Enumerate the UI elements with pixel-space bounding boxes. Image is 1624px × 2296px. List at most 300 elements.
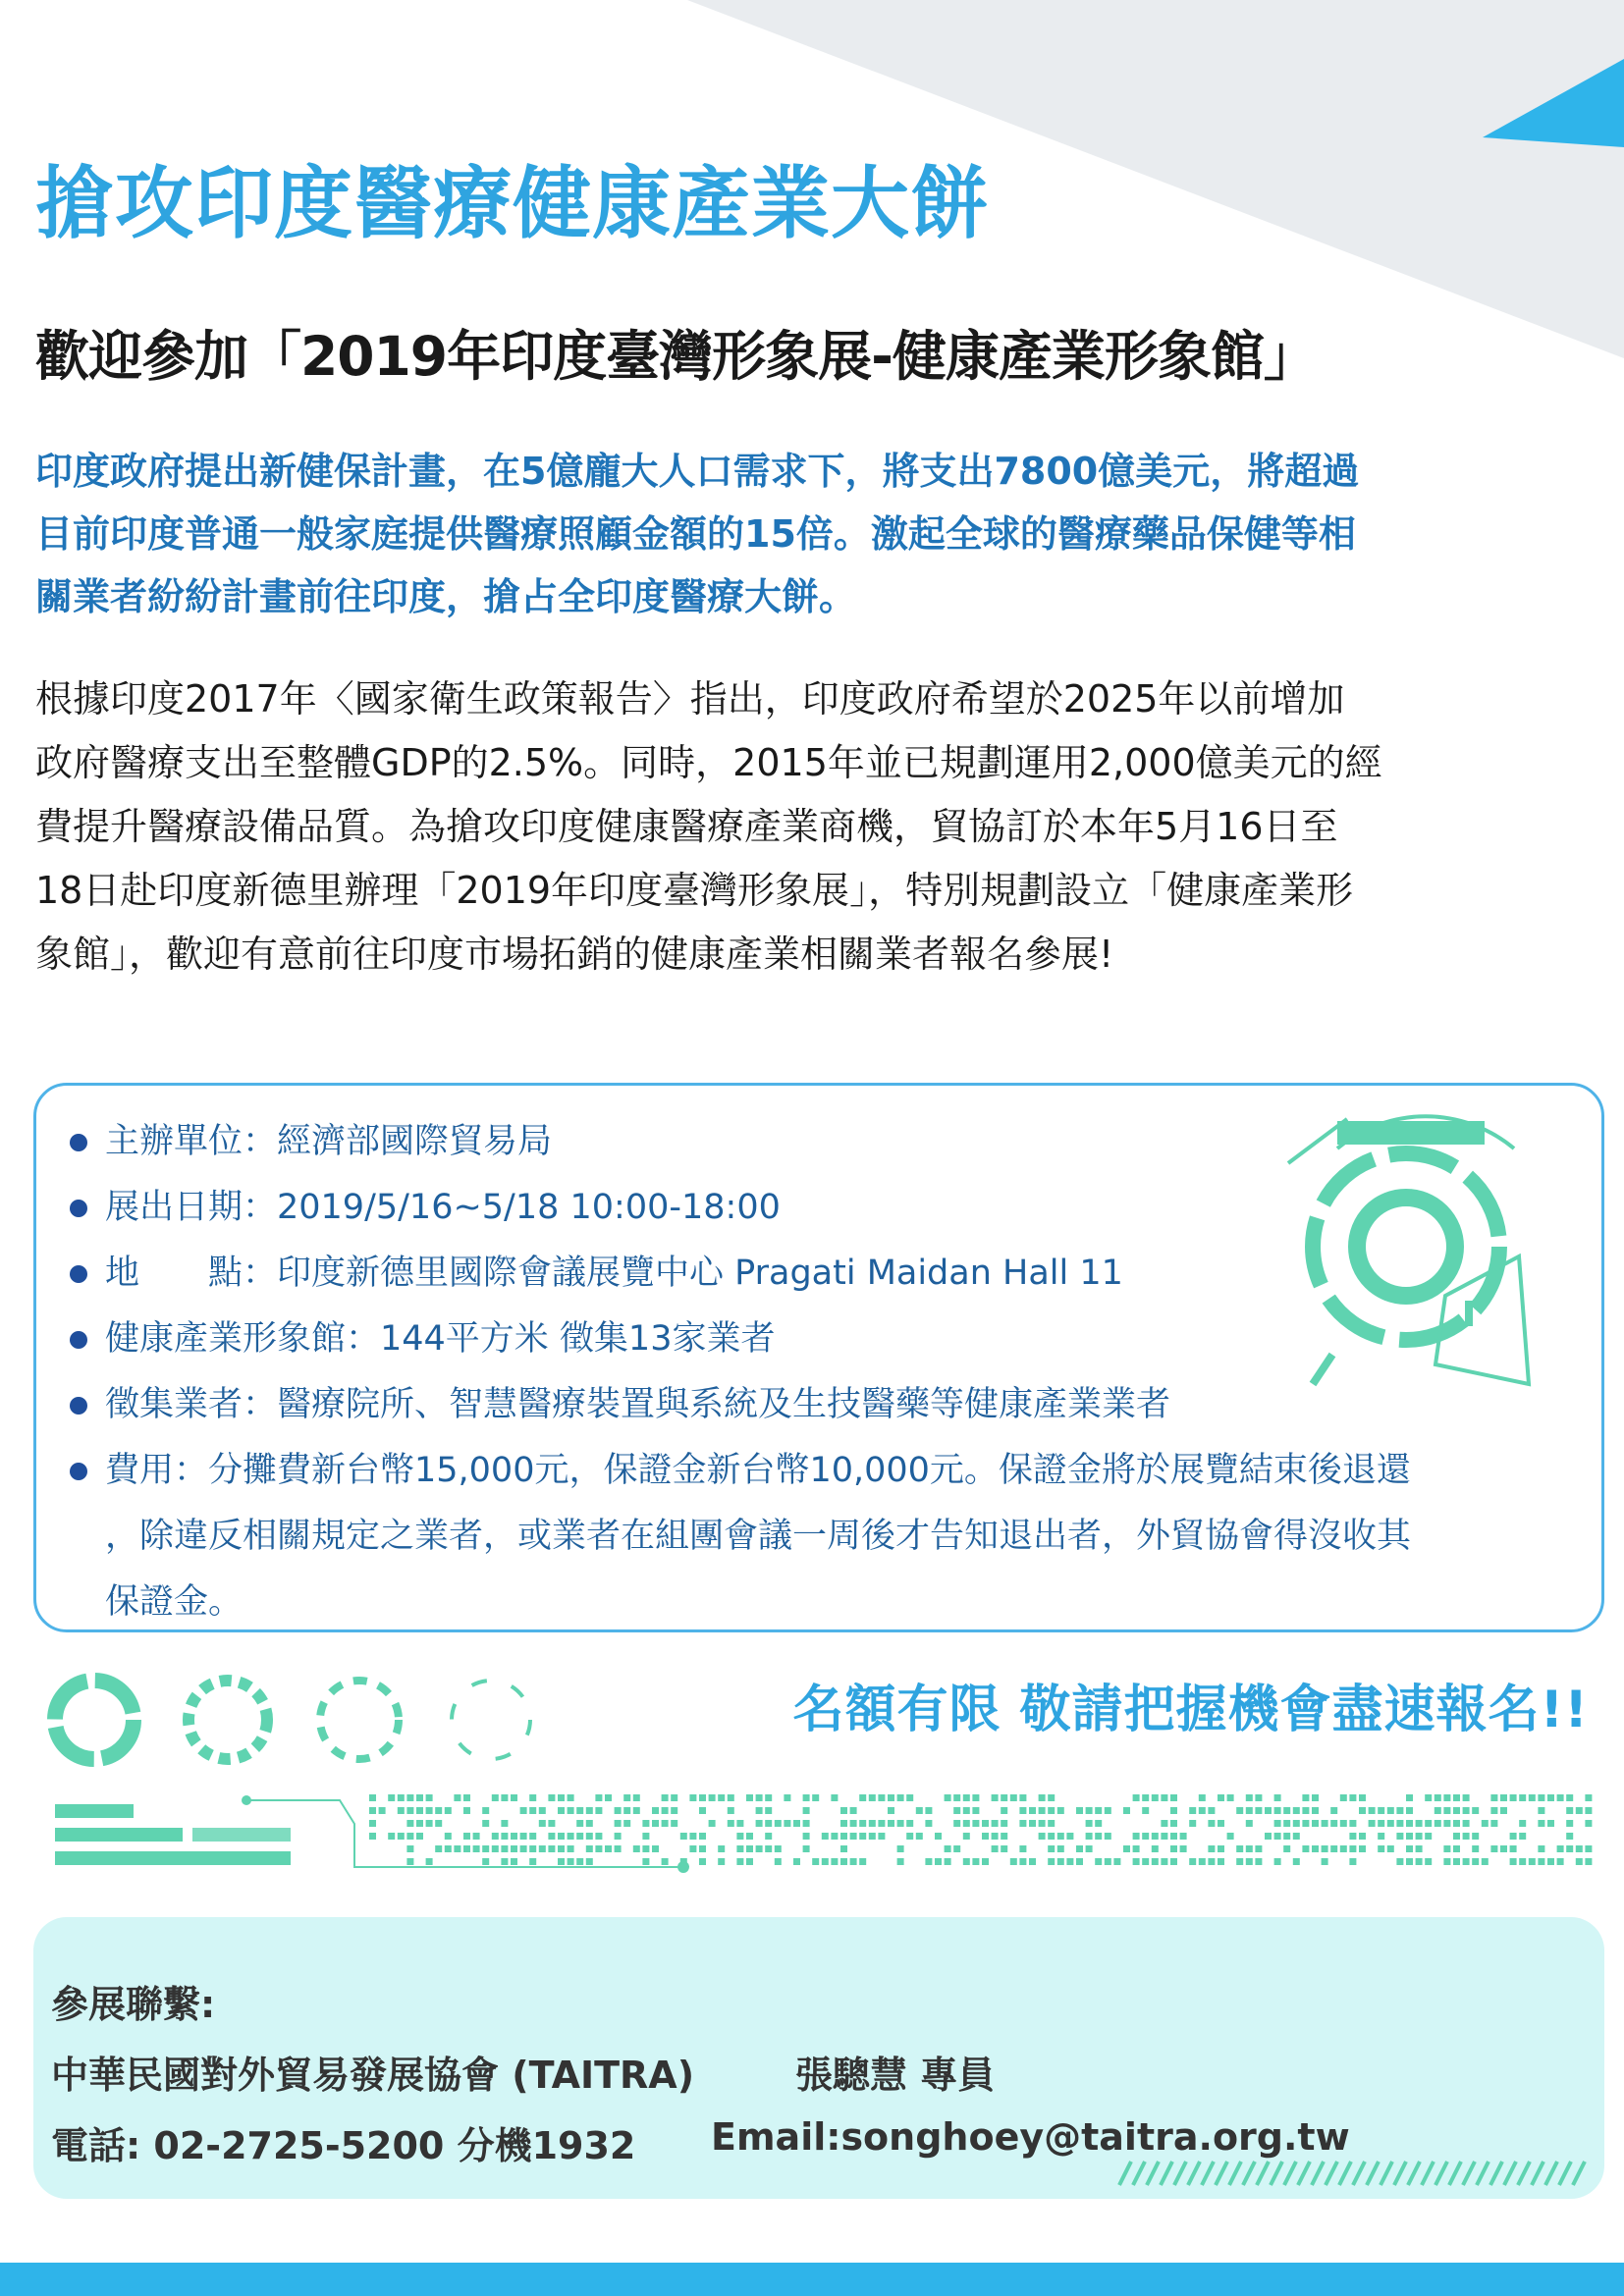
stripe	[1216, 2162, 1227, 2185]
grid-dot	[1142, 1794, 1149, 1801]
grid-dot	[511, 1794, 517, 1801]
gauge-decoration	[1269, 1109, 1563, 1433]
grid-dot	[1152, 1833, 1159, 1840]
grid-dot	[1105, 1807, 1111, 1814]
grid-dot	[1425, 1794, 1432, 1801]
grid-dot	[568, 1833, 574, 1840]
grid-dot	[1208, 1820, 1215, 1827]
grid-dot	[831, 1858, 838, 1865]
grid-dot	[1246, 1858, 1253, 1865]
grid-dot	[1246, 1807, 1253, 1814]
grid-dot	[850, 1833, 857, 1840]
grid-dot	[1340, 1820, 1347, 1827]
grid-dot	[1208, 1858, 1215, 1865]
grid-dot	[369, 1833, 376, 1840]
grid-dot	[1538, 1858, 1544, 1865]
grid-dot	[416, 1820, 423, 1827]
grid-dot	[793, 1820, 800, 1827]
grid-dot	[1463, 1794, 1470, 1801]
grid-dot	[501, 1833, 508, 1840]
grid-dot	[1443, 1845, 1450, 1852]
stripe	[1188, 2162, 1200, 2185]
info-fee-line: ，除違反相關規定之業者，或業者在組團會議一周後才告知退出者，外貿協會得沒收其	[105, 1517, 1412, 1556]
grid-dot	[1265, 1807, 1272, 1814]
grid-dot	[709, 1820, 716, 1827]
grid-dot	[1435, 1794, 1441, 1801]
grid-dot	[972, 1794, 979, 1801]
grid-dot	[1283, 1807, 1290, 1814]
grid-dot	[1425, 1833, 1432, 1840]
grid-dot	[992, 1833, 999, 1840]
grid-dot	[756, 1845, 763, 1852]
grid-dot	[1453, 1807, 1460, 1814]
grid-dot	[906, 1794, 913, 1801]
grid-dot	[605, 1794, 612, 1801]
grid-dot	[982, 1833, 989, 1840]
page-title: 搶攻印度醫療健康產業大餅	[35, 158, 990, 249]
grid-dot	[1057, 1845, 1064, 1852]
grid-dot	[775, 1858, 782, 1865]
grid-dot	[963, 1794, 970, 1801]
contact-person: 張驄慧 專員	[795, 2054, 996, 2097]
grid-dot	[1095, 1858, 1102, 1865]
grid-dot	[426, 1794, 433, 1801]
grid-dot	[642, 1858, 649, 1865]
grid-dot	[1227, 1794, 1234, 1801]
grid-dot	[1585, 1820, 1592, 1827]
grid-dot	[1019, 1858, 1026, 1865]
grid-dot	[1274, 1820, 1281, 1827]
grid-dot	[1076, 1807, 1083, 1814]
stripe	[1367, 2162, 1379, 2185]
grid-dot	[1463, 1858, 1470, 1865]
grid-dot	[746, 1794, 753, 1801]
grid-dot	[662, 1858, 669, 1865]
grid-dot	[1208, 1807, 1215, 1814]
grid-dot	[1076, 1858, 1083, 1865]
grid-dot	[1406, 1858, 1413, 1865]
grid-dot	[1472, 1833, 1479, 1840]
stripe	[1435, 2162, 1447, 2185]
grid-dot	[426, 1820, 433, 1827]
stripe	[1353, 2162, 1365, 2185]
circuit-node-1	[242, 1795, 251, 1805]
grid-dot	[595, 1807, 602, 1814]
grid-dot	[398, 1807, 405, 1814]
grid-dot	[784, 1820, 790, 1827]
grid-dot	[1490, 1820, 1497, 1827]
grid-dot	[511, 1845, 517, 1852]
grid-dot	[662, 1794, 669, 1801]
grid-dot	[492, 1845, 499, 1852]
grid-dot	[1472, 1858, 1479, 1865]
grid-dot	[1208, 1845, 1215, 1852]
grid-dot	[916, 1807, 923, 1814]
grid-dot	[558, 1858, 565, 1865]
dot-matrix-decoration	[55, 1785, 1595, 1883]
grid-dot	[586, 1833, 593, 1840]
grid-dot	[586, 1820, 593, 1827]
grid-dot	[1359, 1794, 1366, 1801]
grid-dot	[406, 1820, 413, 1827]
grid-dot	[1180, 1845, 1187, 1852]
grid-dot	[1218, 1794, 1224, 1801]
grid-dot	[718, 1794, 725, 1801]
grid-dot	[1246, 1794, 1253, 1801]
ring-4	[452, 1681, 530, 1759]
grid-dot	[1199, 1794, 1206, 1801]
grid-dot	[1255, 1845, 1262, 1852]
deco-bar-2	[55, 1828, 183, 1842]
grid-dot	[736, 1820, 743, 1827]
grid-dot	[369, 1820, 376, 1827]
grid-dot	[1416, 1858, 1423, 1865]
grid-dot	[1529, 1794, 1536, 1801]
stripe	[1119, 2162, 1131, 2185]
grid-dot	[463, 1794, 470, 1801]
grid-dot	[1255, 1807, 1262, 1814]
grid-dot	[435, 1845, 442, 1852]
grid-dot	[1453, 1820, 1460, 1827]
grid-dot	[445, 1807, 452, 1814]
grid-dot	[1538, 1807, 1544, 1814]
grid-dot	[859, 1833, 866, 1840]
grid-dot	[652, 1807, 659, 1814]
grid-dot	[445, 1845, 452, 1852]
stripe	[1257, 2162, 1269, 2185]
grid-dot	[1170, 1807, 1177, 1814]
grid-dot	[435, 1807, 442, 1814]
grid-dot	[1359, 1807, 1366, 1814]
grid-dot	[1557, 1858, 1564, 1865]
stripe	[1477, 2162, 1489, 2185]
grid-dot	[1396, 1833, 1403, 1840]
grid-dot	[1340, 1794, 1347, 1801]
grid-dot	[1142, 1807, 1149, 1814]
grid-dot	[822, 1858, 829, 1865]
grid-dot	[840, 1845, 847, 1852]
grid-dot	[746, 1858, 753, 1865]
grid-dot	[1133, 1833, 1140, 1840]
grid-dot	[680, 1833, 687, 1840]
stripe	[1174, 2162, 1186, 2185]
rings-decoration	[43, 1669, 554, 1772]
grid-dot	[398, 1833, 405, 1840]
grid-dot	[1095, 1807, 1102, 1814]
grid-dot	[992, 1794, 999, 1801]
grid-dot	[1519, 1858, 1526, 1865]
stripe	[1298, 2162, 1310, 2185]
info-fee-line: 保證金。	[105, 1582, 244, 1622]
deco-bar-4	[55, 1851, 291, 1865]
grid-dot	[1133, 1794, 1140, 1801]
grid-dot	[548, 1820, 555, 1827]
contact-box	[33, 1917, 1604, 2199]
grid-dot	[520, 1833, 527, 1840]
grid-dot	[1170, 1833, 1177, 1840]
grid-dot	[595, 1845, 602, 1852]
grid-dot	[1246, 1820, 1253, 1827]
grid-dot	[859, 1858, 866, 1865]
grid-dot	[454, 1845, 460, 1852]
grid-dot	[558, 1807, 565, 1814]
grid-dot	[1557, 1845, 1564, 1852]
grid-dot	[784, 1794, 790, 1801]
grid-dot	[1443, 1794, 1450, 1801]
grid-dot	[925, 1807, 932, 1814]
grid-dot	[840, 1807, 847, 1814]
stripe	[1422, 2162, 1434, 2185]
grid-dot	[1585, 1858, 1592, 1865]
grid-dot	[953, 1845, 960, 1852]
grid-dot	[945, 1794, 951, 1801]
grid-dot	[1218, 1858, 1224, 1865]
grid-dot	[765, 1833, 772, 1840]
grid-dot	[1557, 1794, 1564, 1801]
grid-dot	[1246, 1845, 1253, 1852]
grid-dot	[463, 1807, 470, 1814]
grid-dot	[595, 1833, 602, 1840]
grid-dot	[1302, 1820, 1309, 1827]
grid-dot	[1349, 1845, 1356, 1852]
grid-dot	[699, 1807, 706, 1814]
grid-dot	[1189, 1807, 1196, 1814]
grid-dot	[520, 1807, 527, 1814]
grid-dot	[1538, 1845, 1544, 1852]
grid-dot	[869, 1833, 876, 1840]
grid-dot	[1029, 1820, 1036, 1827]
grid-dot	[1387, 1845, 1394, 1852]
grid-dot	[972, 1820, 979, 1827]
grid-dot	[1322, 1845, 1328, 1852]
grid-dot	[1482, 1858, 1489, 1865]
grid-dot	[671, 1794, 677, 1801]
info-venue: 地 點：印度新德里國際會議展覽中心 Pragati Maidan Hall 11	[70, 1241, 1601, 1307]
grid-dot	[369, 1794, 376, 1801]
grid-dot	[406, 1858, 413, 1865]
stripe	[1284, 2162, 1296, 2185]
grid-dot	[662, 1820, 669, 1827]
grid-dot	[1472, 1807, 1479, 1814]
grid-dot	[1066, 1858, 1073, 1865]
grid-dot	[1369, 1807, 1376, 1814]
grid-dot	[869, 1820, 876, 1827]
gauge-inner-ring	[1357, 1198, 1455, 1296]
grid-dot	[633, 1845, 640, 1852]
grid-dot	[416, 1807, 423, 1814]
grid-dot	[1170, 1858, 1177, 1865]
dot-grid	[369, 1794, 1592, 1865]
grid-dot	[840, 1833, 847, 1840]
grid-dot	[1010, 1858, 1017, 1865]
grid-dot	[953, 1820, 960, 1827]
grid-dot	[586, 1858, 593, 1865]
grid-dot	[1086, 1845, 1093, 1852]
grid-dot	[1274, 1794, 1281, 1801]
info-fee-line: 費用：分攤費新台幣15,000元，保證金新台幣10,000元。保證金將於展覽結束後退還	[105, 1451, 1411, 1490]
grid-dot	[1387, 1820, 1394, 1827]
grid-dot	[897, 1794, 904, 1801]
grid-dot	[1490, 1794, 1497, 1801]
grid-dot	[1255, 1794, 1262, 1801]
stripe	[1490, 2162, 1502, 2185]
grid-dot	[1133, 1845, 1140, 1852]
grid-dot	[548, 1794, 555, 1801]
grid-dot	[963, 1820, 970, 1827]
grid-dot	[473, 1845, 480, 1852]
grid-dot	[831, 1794, 838, 1801]
grid-dot	[1349, 1820, 1356, 1827]
stripe	[1202, 2162, 1214, 2185]
grid-dot	[1048, 1820, 1055, 1827]
grid-dot	[568, 1845, 574, 1852]
stripe	[1518, 2162, 1530, 2185]
grid-dot	[963, 1858, 970, 1865]
grid-dot	[1293, 1858, 1300, 1865]
grid-dot	[1566, 1820, 1573, 1827]
grid-dot	[765, 1794, 772, 1801]
grid-dot	[1039, 1833, 1046, 1840]
grid-dot	[1330, 1845, 1337, 1852]
ring-2	[189, 1681, 267, 1759]
grid-dot	[840, 1820, 847, 1827]
grid-dot	[1161, 1833, 1167, 1840]
grid-dot	[1547, 1820, 1554, 1827]
grid-dot	[859, 1794, 866, 1801]
grid-dot	[1029, 1807, 1036, 1814]
grid-dot	[1236, 1858, 1243, 1865]
grid-dot	[426, 1858, 433, 1865]
lead-line: 目前印度普通一般家庭提供醫療照顧金額的15倍。激起全球的醫療藥品保健等相	[35, 512, 1356, 556]
grid-dot	[406, 1833, 413, 1840]
grid-dot	[633, 1807, 640, 1814]
grid-dot	[1425, 1820, 1432, 1827]
grid-dot	[736, 1833, 743, 1840]
body-line: 象館」，歡迎有意前往印度市場拓銷的健康產業相關業者報名參展!	[35, 933, 1114, 976]
contact-phone: 電話: 02-2725-5200 分機1932	[51, 2124, 636, 2167]
grid-dot	[1519, 1820, 1526, 1827]
grid-dot	[1283, 1845, 1290, 1852]
grid-dot	[1576, 1807, 1583, 1814]
grid-dot	[586, 1845, 593, 1852]
ring-3	[320, 1681, 399, 1759]
grid-dot	[568, 1794, 574, 1801]
grid-dot	[963, 1807, 970, 1814]
grid-dot	[1123, 1807, 1130, 1814]
grid-dot	[1406, 1794, 1413, 1801]
grid-dot	[689, 1833, 696, 1840]
grid-dot	[1566, 1833, 1573, 1840]
grid-dot	[680, 1858, 687, 1865]
grid-dot	[529, 1807, 536, 1814]
stripe	[1559, 2162, 1571, 2185]
grid-dot	[1274, 1858, 1281, 1865]
grid-dot	[1057, 1833, 1064, 1840]
grid-dot	[416, 1794, 423, 1801]
grid-dot	[1312, 1820, 1319, 1827]
grid-dot	[1472, 1845, 1479, 1852]
grid-dot	[1001, 1807, 1007, 1814]
deco-bar-3	[192, 1828, 291, 1842]
grid-dot	[1510, 1858, 1517, 1865]
grid-dot	[623, 1807, 630, 1814]
grid-dot	[642, 1820, 649, 1827]
grid-dot	[463, 1845, 470, 1852]
grid-dot	[1086, 1820, 1093, 1827]
grid-dot	[1453, 1794, 1460, 1801]
grid-dot	[925, 1820, 932, 1827]
grid-dot	[406, 1794, 413, 1801]
contact-heading: 參展聯繫:	[51, 1983, 216, 2026]
grid-dot	[1500, 1794, 1507, 1801]
grid-dot	[850, 1807, 857, 1814]
grid-dot	[1180, 1833, 1187, 1840]
grid-dot	[689, 1794, 696, 1801]
grid-dot	[1585, 1845, 1592, 1852]
grid-dot	[925, 1858, 932, 1865]
grid-dot	[746, 1833, 753, 1840]
grid-dot	[1048, 1794, 1055, 1801]
gauge-top-bar	[1337, 1121, 1485, 1145]
grid-dot	[718, 1845, 725, 1852]
grid-dot	[615, 1845, 622, 1852]
grid-dot	[406, 1807, 413, 1814]
grid-dot	[1123, 1845, 1130, 1852]
info-fee	[70, 1438, 1601, 1635]
grid-dot	[1359, 1845, 1366, 1852]
grid-dot	[1406, 1833, 1413, 1840]
grid-dot	[1170, 1820, 1177, 1827]
grid-dot	[1274, 1807, 1281, 1814]
grid-dot	[831, 1833, 838, 1840]
grid-dot	[982, 1858, 989, 1865]
grid-dot	[888, 1807, 894, 1814]
grid-dot	[1152, 1794, 1159, 1801]
grid-dot	[1463, 1820, 1470, 1827]
grid-dot	[1369, 1820, 1376, 1827]
grid-dot	[1490, 1807, 1497, 1814]
stripe	[1147, 2162, 1159, 2185]
grid-dot	[1048, 1807, 1055, 1814]
grid-dot	[1547, 1858, 1554, 1865]
deco-bar-1	[55, 1804, 134, 1818]
grid-dot	[558, 1833, 565, 1840]
page-subtitle: 歡迎參加「2019年印度臺灣形象展-健康產業形象館」	[35, 325, 1317, 388]
ring-1	[55, 1681, 134, 1759]
grid-dot	[812, 1794, 819, 1801]
grid-dot	[1406, 1807, 1413, 1814]
grid-dot	[963, 1833, 970, 1840]
grid-dot	[652, 1845, 659, 1852]
grid-dot	[548, 1833, 555, 1840]
grid-dot	[1293, 1833, 1300, 1840]
grid-dot	[1312, 1845, 1319, 1852]
grid-dot	[568, 1858, 574, 1865]
contact-email: Email:songhoey@taitra.org.tw	[711, 2115, 1350, 2159]
grid-dot	[699, 1858, 706, 1865]
grid-dot	[1378, 1845, 1384, 1852]
grid-dot	[953, 1794, 960, 1801]
lead-paragraph	[35, 440, 1597, 628]
grid-dot	[482, 1845, 489, 1852]
grid-dot	[1538, 1820, 1544, 1827]
grid-dot	[1387, 1807, 1394, 1814]
grid-dot	[558, 1845, 565, 1852]
grid-dot	[1086, 1833, 1093, 1840]
grid-dot	[595, 1794, 602, 1801]
grid-dot	[662, 1807, 669, 1814]
grid-dot	[746, 1845, 753, 1852]
